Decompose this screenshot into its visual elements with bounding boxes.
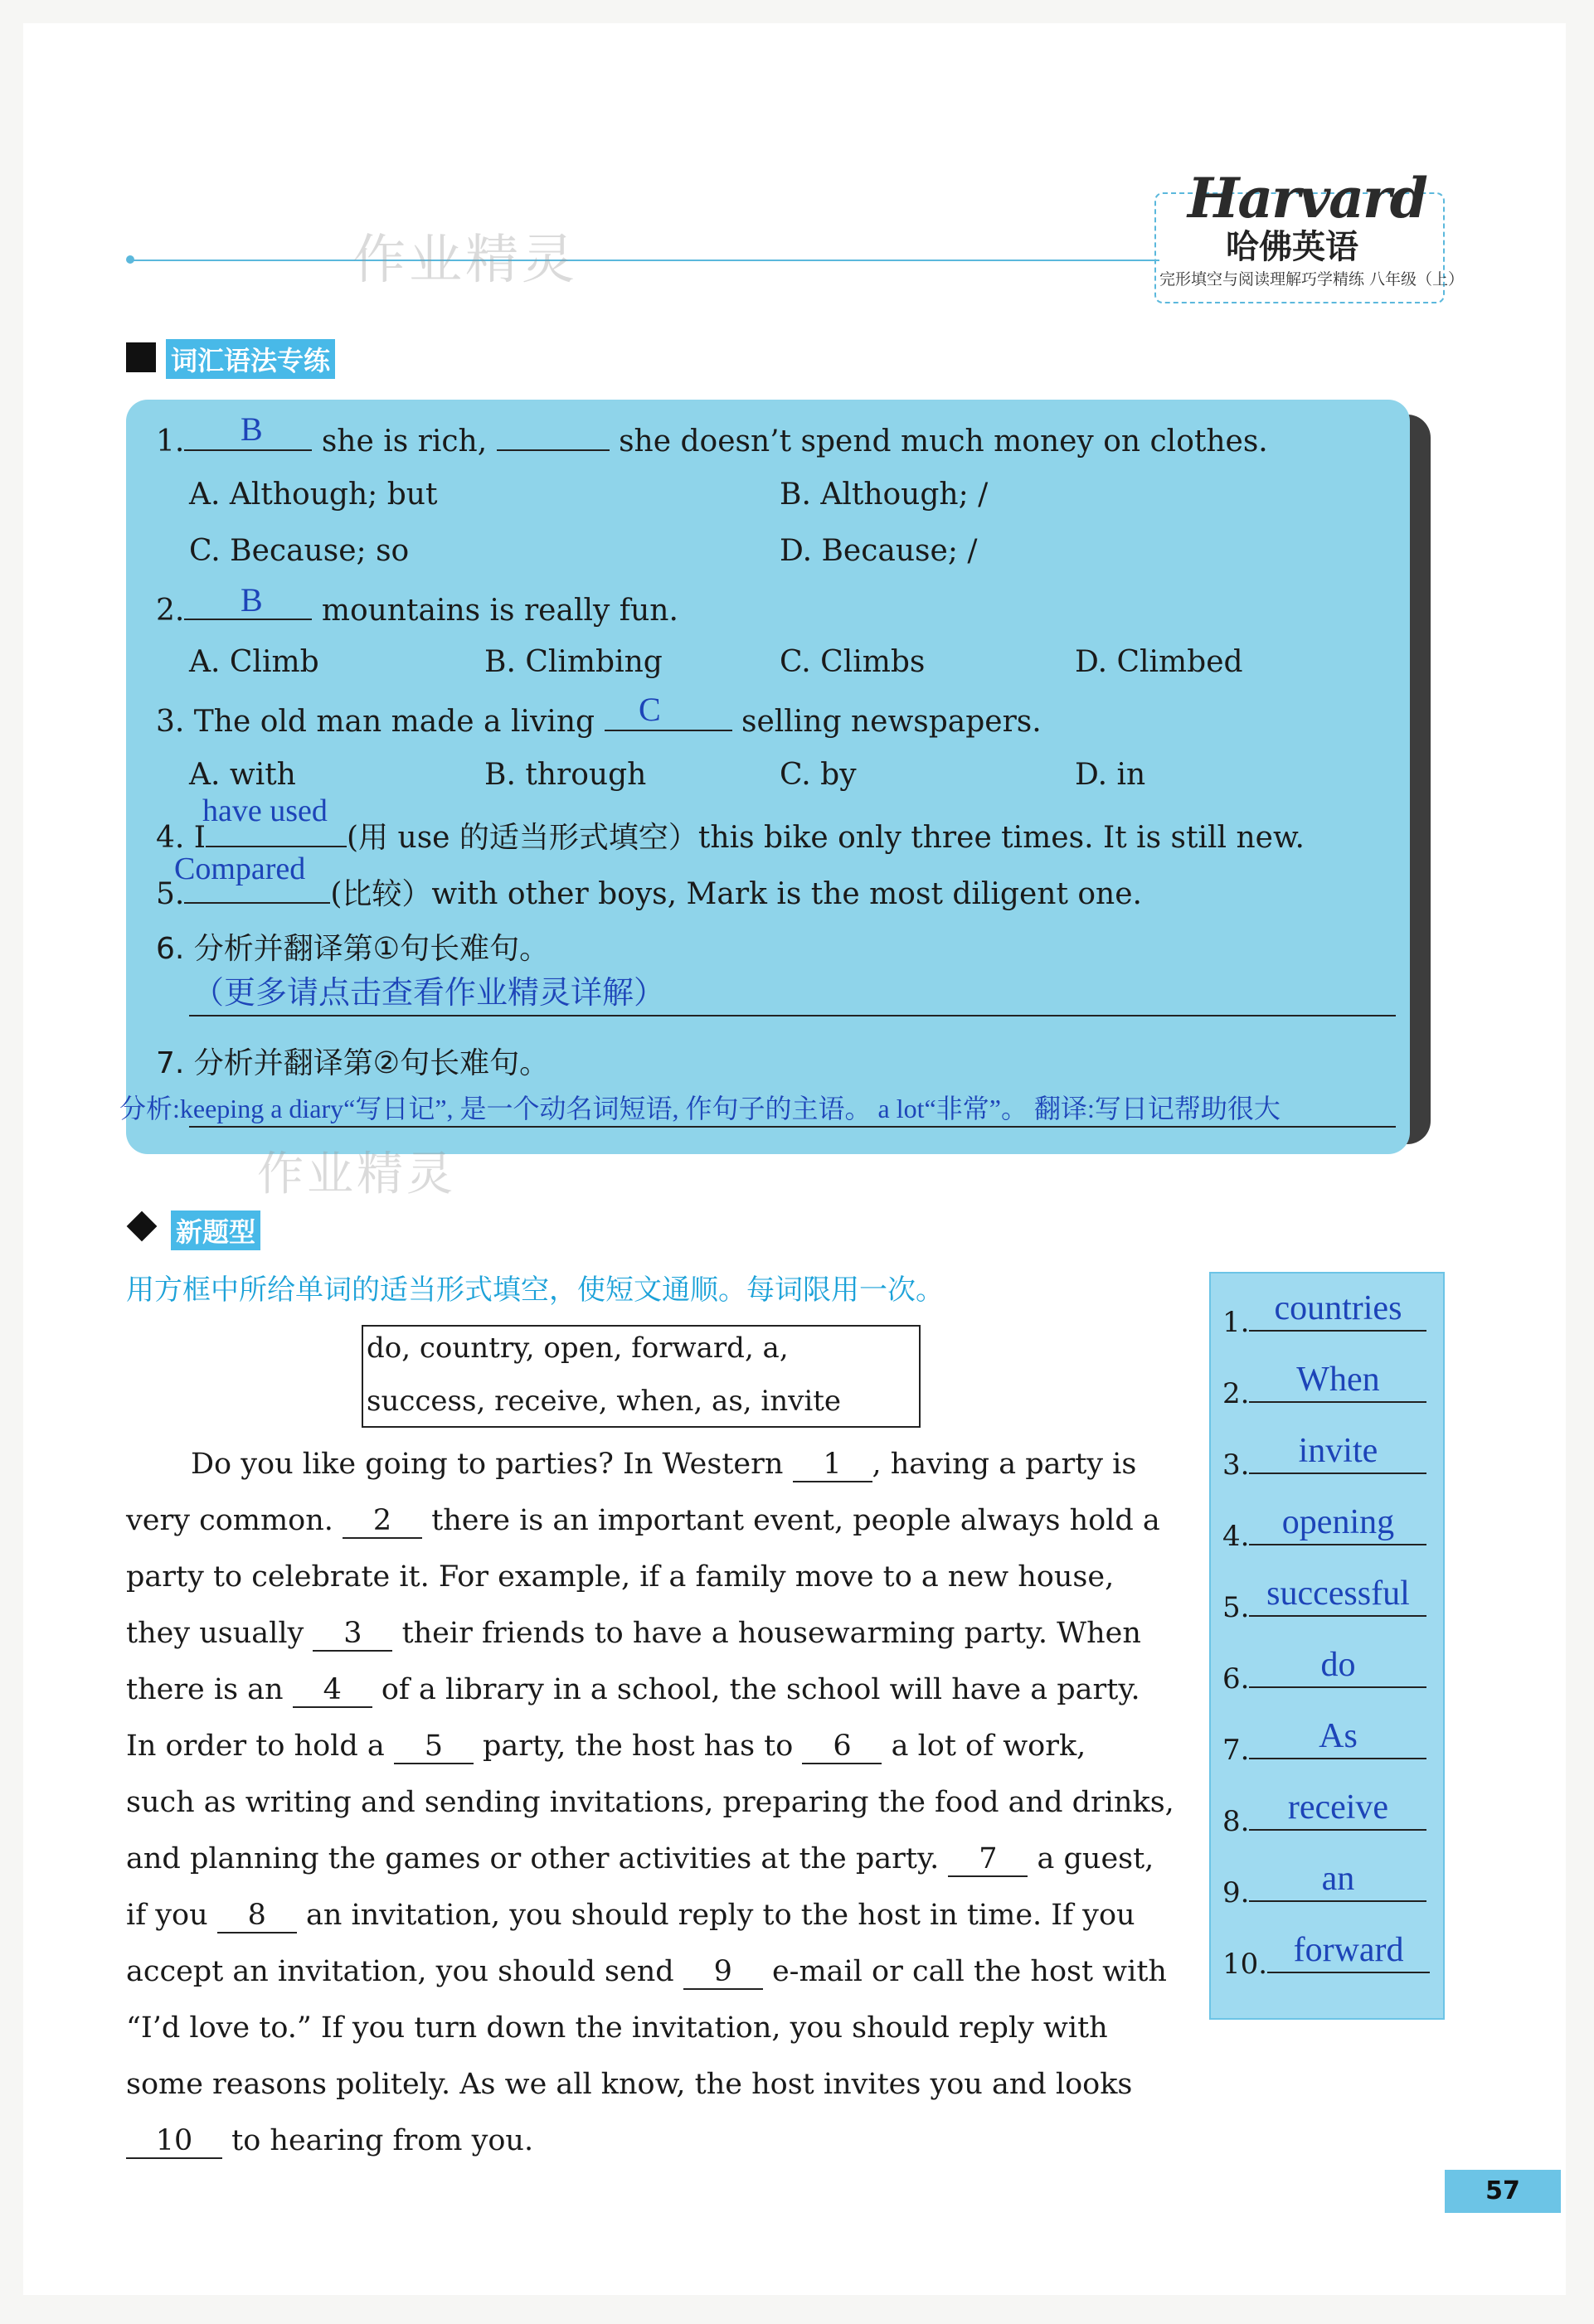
answer-row: 6. do [1222, 1658, 1426, 1696]
answer-row: 2. When [1222, 1373, 1426, 1410]
answer-line-q6 [189, 1015, 1396, 1016]
section-title-vocab: 词汇语法专练 [166, 339, 335, 379]
watermark-2: 作业精灵 [257, 1147, 456, 1201]
passage-line-12: some reasons politely. As we all know, the host invites you and looks [126, 2068, 1133, 2101]
q2-option-c: C. Climbs [780, 645, 926, 679]
q3-option-b: B. through [484, 758, 647, 792]
question-2: 2. mountains is really fun. [156, 590, 678, 628]
brand-logo: Harvard [1188, 166, 1426, 230]
passage-line-4: they usually 3 their friends to have a housewarming party. When [126, 1617, 1141, 1650]
question-1: 1. she is rich, she doesn’t spend much money on clothes. [156, 421, 1268, 458]
page-number: 57 [1445, 2170, 1561, 2213]
section-title-new-type: 新题型 [171, 1211, 260, 1250]
passage-line-10: accept an invitation, you should send 9 e-mail or call the host with [126, 1955, 1167, 1988]
instruction: 用方框中所给单词的适当形式填空，使短文通顺。每词限用一次。 [126, 1274, 944, 1307]
q2-option-b: B. Climbing [484, 645, 663, 679]
word-box-line-1: do, country, open, forward, a, [367, 1332, 789, 1365]
answer-row: 5. successful [1222, 1587, 1426, 1624]
q3-option-a: A. with [189, 758, 296, 792]
answer-row: 9. an [1222, 1872, 1426, 1909]
passage-line-7: such as writing and sending invitations, preparing the food and drinks, [126, 1786, 1174, 1819]
question-4: 4. I (用 use 的适当形式填空）this bike only three times. It is still new. [156, 814, 1305, 856]
brand-subtitle: 完形填空与阅读理解巧学精练 八年级（上） [1159, 270, 1465, 289]
q3-option-c: C. by [780, 758, 857, 792]
q2-option-d: D. Climbed [1075, 645, 1243, 679]
passage-line-2: very common. 2 there is an important event, people always hold a [126, 1504, 1160, 1537]
passage-line-8: and planning the games or other activities at the party. 7 a guest, [126, 1842, 1154, 1875]
passage-line-9: if you 8 an invitation, you should reply to the host in time. If you [126, 1899, 1135, 1932]
word-box [362, 1325, 921, 1428]
watermark: 作业精灵 [352, 230, 578, 291]
passage-line-1: Do you like going to parties? In Western 1 , having a party is [191, 1448, 1137, 1481]
q3-option-d: D. in [1075, 758, 1146, 792]
passage-line-11: “I’d love to.” If you turn down the invitation, you should reply with [126, 2011, 1108, 2045]
answer-q4: have used [202, 793, 328, 828]
answer-row: 4. opening [1222, 1516, 1426, 1553]
question-5: 5. (比较）with other boys, Mark is the most diligent one. [156, 871, 1142, 913]
answer-row: 3. invite [1222, 1444, 1426, 1482]
answer-row: 8. receive [1222, 1801, 1426, 1838]
header-rule [131, 260, 1159, 261]
answer-q6: （更多请点击查看作业精灵详解） [192, 974, 666, 1011]
passage-line-6: In order to hold a 5 party, the host has to 6 a lot of work, [126, 1730, 1086, 1763]
question-3: 3. The old man made a living selling newspapers. [156, 701, 1042, 739]
answer-q7: 分析:keeping a diary“写日记”, 是一个动名词短语, 作句子的主语。 a lot“非常”。 翻译:写日记帮助很大 [119, 1094, 1281, 1123]
answer-q2: B [241, 581, 263, 619]
answer-row: 1. countries [1222, 1302, 1426, 1339]
q1-option-c: C. Because; so [189, 534, 410, 568]
answer-box [1209, 1272, 1445, 2020]
q1-option-b: B. Although; / [780, 478, 989, 512]
brand-chinese: 哈佛英语 [1226, 228, 1358, 266]
question-7: 7. 分析并翻译第②句长难句。 [156, 1046, 550, 1080]
answer-q1: B [241, 410, 263, 448]
passage-line-3: party to celebrate it. For example, if a family move to a new house, [126, 1560, 1115, 1594]
q1-option-a: A. Although; but [189, 478, 438, 512]
q1-option-d: D. Because; / [780, 534, 978, 568]
passage-line-5: there is an 4 of a library in a school, the school will have a party. [126, 1673, 1140, 1706]
section-marker-square [126, 342, 156, 372]
answer-line-q7 [189, 1126, 1396, 1128]
answer-row: 7. As [1222, 1730, 1426, 1767]
passage-line-13: 10 to hearing from you. [126, 2124, 533, 2159]
answer-q3: C [639, 691, 661, 728]
question-6: 6. 分析并翻译第①句长难句。 [156, 932, 550, 966]
answer-row: 10. forward [1222, 1943, 1430, 1981]
q2-option-a: A. Climb [189, 645, 319, 679]
word-box-line-2: success, receive, when, as, invite [367, 1385, 842, 1418]
answer-q5: Compared [174, 851, 306, 886]
